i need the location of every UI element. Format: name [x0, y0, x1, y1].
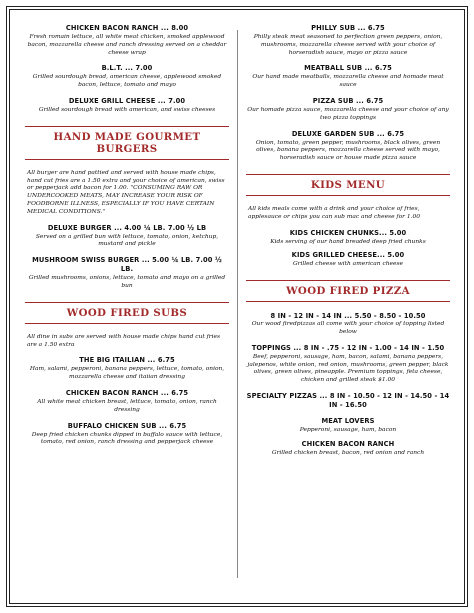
menu-item	[246, 130, 450, 163]
section-intro: All dine in subs are served with house made chips hand cut fries are a 1.50 extra	[27, 333, 221, 348]
item-description: Grilled sourdough bread, american cheese, applewood smoked bacon, lettuce, tomato and mayo	[32, 74, 222, 89]
title-rule	[246, 301, 450, 302]
item-name: DELUXE GRILL CHEESE ... 7.00	[68, 96, 186, 105]
item-name: CHICKEN BACON RANCH ... 6.75	[65, 388, 189, 397]
menu-item	[25, 356, 229, 382]
menu-item	[246, 344, 450, 385]
item-name: BUFFALO CHICKEN SUB ... 6.75	[67, 421, 187, 430]
title-rule	[246, 280, 450, 281]
menu-item	[246, 392, 450, 410]
item-name: PIZZA SUB ... 6.75	[312, 96, 384, 105]
item-name: TOPPINGS ... 8 IN - .75 - 12 IN - 1.00 - 14 IN - 1.50	[251, 343, 445, 352]
item-name: B.L.T. ... 7.00	[101, 64, 153, 73]
item-description: Onion, tomato, green pepper, mushrooms, black olives, green olives, banana peppers, mozzarella cheese served with mayo, horseradish sauce or house made pizza sauce	[255, 139, 441, 162]
menu-item	[25, 97, 229, 115]
item-name: DELUXE BURGER ... 4.00 ¼ LB. 7.00 ½ LB	[47, 223, 207, 232]
item-description: Grilled chicken breast, bacon, red onion and ranch	[271, 449, 425, 456]
section-intro: Our wood firedpizzas all come with your choice of topping listed below	[251, 321, 445, 335]
section-title-text: KIDS MENU	[310, 178, 386, 191]
section-title-text: HAND MADE GOURMET BURGERS	[53, 130, 201, 155]
item-description: Ham, salami, pepperoni, banana peppers, lettuce, tomato, onion, mozzarella cheese and itaiian dressing	[29, 366, 225, 381]
item-description: Our homade pizza sauce, mozzarella cheese and your choice of any two pizza toppings	[247, 106, 449, 121]
title-rule	[25, 126, 229, 127]
item-description: Beef, pepperoni, sausage, ham, bacon, salami, banana peppers, jalepenos, white onion, red onion, mushrooms, green pepper, black olives, green olives, pineapple. Premium toppings, feta cheese, chicken and grilled steak $1.00	[247, 353, 449, 384]
section-title-pizza	[246, 276, 450, 306]
section-intro: All kids meals come with a drink and your choice of fries, applesauce or chips you can sub mac and cheese for 1.00	[248, 205, 420, 220]
menu-item	[246, 440, 450, 458]
title-rule	[25, 159, 229, 160]
section-title-subs	[25, 298, 229, 328]
menu-item	[25, 24, 229, 57]
left-column	[25, 24, 229, 454]
menu-item	[246, 251, 450, 269]
item-name: DELUXE GARDEN SUB ... 6.75	[291, 129, 405, 138]
item-name: KIDS CHICKEN CHUNKS... 5.00	[289, 228, 407, 237]
menu-item	[25, 389, 229, 415]
item-description: All white meat chicken breast, lettuce, tomato, onion, ranch dressing	[37, 398, 217, 413]
item-name: CHICKEN BACON RANCH	[301, 439, 395, 448]
section-title-text: WOOD FIRED SUBS	[66, 306, 188, 319]
pizza-sizes: 8 IN - 12 IN - 14 IN ... 5.50 - 8.50 - 10.50	[270, 312, 426, 321]
item-description: Kids serving of our hand breaded deep fried chunks	[270, 238, 426, 245]
item-description: Philly steak meat seasoned to perfection green peppers, onion, mushrooms, mozzarella cheese served with your choice of horseradish sauce, mayo or pizza sauce	[253, 34, 443, 56]
title-rule	[246, 195, 450, 196]
right-column	[246, 24, 450, 465]
item-name: MEAT LOVERS	[321, 416, 375, 425]
title-rule	[25, 302, 229, 303]
section-title-text: WOOD FIRED PIZZA	[286, 285, 410, 298]
item-description: Fresh romain lettuce, all white meat chicken, smoked applewood bacon, mozzarella cheese and ranch dressing served on a cheddar cheese wrap	[27, 34, 227, 56]
menu-item	[246, 24, 450, 57]
item-name: CHICKEN BACON RANCH ... 8.00	[65, 24, 189, 32]
column-divider	[237, 30, 238, 578]
item-description: Pepperoni, sausage, ham, bacon	[299, 426, 397, 433]
menu-item	[25, 256, 229, 291]
menu-item	[25, 422, 229, 448]
item-name: THE BIG ITAILIAN ... 6.75	[79, 356, 175, 365]
menu-item	[25, 64, 229, 90]
menu-item	[246, 229, 450, 247]
item-description: Grilled sourdough bread with american, and swiss cheeses	[38, 106, 216, 113]
item-name: PHILLY SUB ... 6.75	[311, 24, 385, 32]
item-name: MEATBALL SUB ... 6.75	[304, 64, 392, 73]
menu-item	[246, 64, 450, 90]
section-intro: All burger are hand pattied and served with house made chips, hand cut fries are a 1.50 extra and your choice of american, swiss or pepperjack add bacon for 1.00. "CONSUMING RAW OR UNDERCOOKED MEATS, MAY INCREASE YOUR RISK OF FOODBORNE ILLNESS, ESPECIALLY IF YOU HAVE CERTAIN MEDICAL CONDITIONS."	[27, 169, 225, 215]
item-description: Deep fried chicken chunks dipped in buffalo sauce with lettuce, tomato, red onion, ranch dressing and pepperjack cheese	[31, 431, 223, 446]
item-name: MUSHROOM SWISS BURGER ... 5.00 ¼ LB. 7.00 ½ LB.	[32, 256, 222, 274]
item-description: Grilled mushrooms, onions, lettuce, tomato and mayo on a grilled bun	[28, 275, 226, 289]
item-name: KIDS GRILLED CHEESE... 5.00	[291, 251, 405, 260]
item-description: Served on a grilled bun with lettuce, tomato, onion, ketchup, mustard and pickle	[35, 233, 219, 248]
item-description: Our hand made meatballs, mozzarella cheese and homade meat sauce	[252, 74, 444, 89]
item-description: Grilled cheese with american cheese	[292, 261, 404, 268]
menu-item	[246, 97, 450, 123]
menu-item	[246, 417, 450, 435]
section-title-kids	[246, 170, 450, 200]
menu-item	[25, 224, 229, 250]
title-rule	[246, 174, 450, 175]
item-name: SPECIALTY PIZZAS ... 8 IN - 10.50 - 12 IN - 14.50 - 14 IN - 16.50	[246, 391, 450, 409]
title-rule	[25, 323, 229, 324]
section-title-burgers	[25, 122, 229, 164]
